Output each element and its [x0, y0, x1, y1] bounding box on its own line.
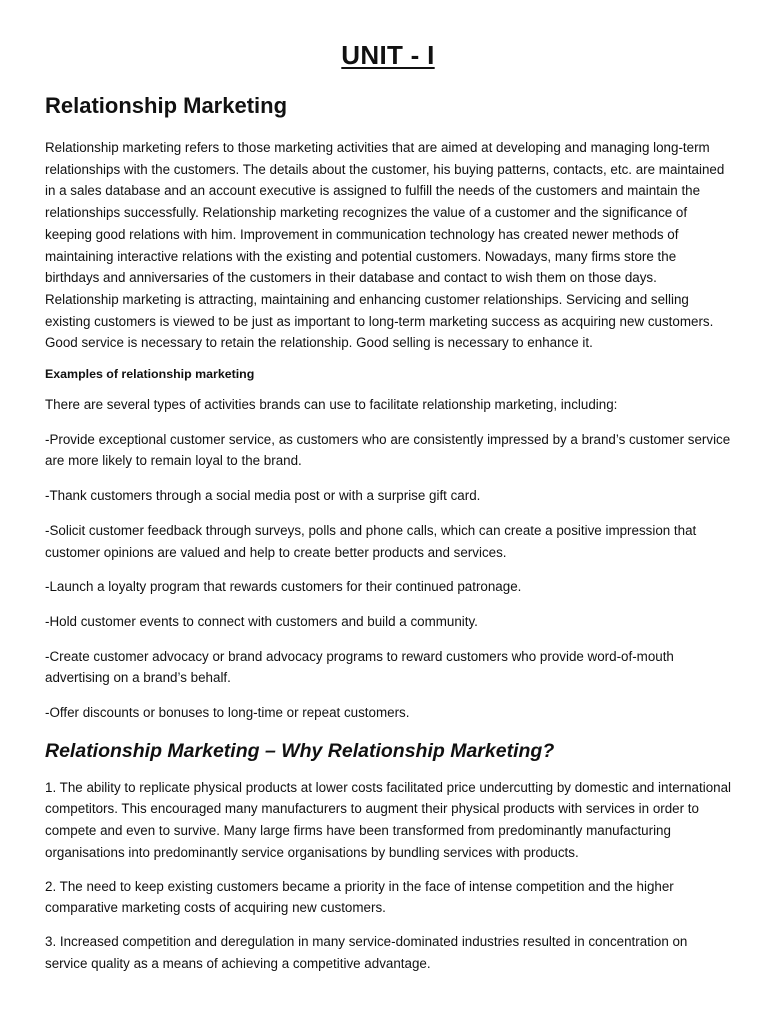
unit-title: UNIT - I [341, 40, 435, 70]
intro-paragraph: Relationship marketing refers to those marketing activities that are aimed at developing and managing long-term relationships with the customers. The details about the customer, his buying patterns, contacts, etc. are maintained in a sales database and an account executive is assigned to fulfill the needs of the customers and maintain the relationships successfully. Relationship marketing recognizes the value of a customer and the significance of keeping good relations with him. Improvement in communication technology has created newer methods of maintaining interactive relations with the existing and potential customers. Nowadays, many firms store the birthdays and anniversaries of the customers in their database and contact to wish them on those days. Relationship marketing is attracting, maintaining and enhancing customer relationships. Servicing and selling existing customers is viewed to be just as important to long-term marketing success as acquiring new customers. Good service is necessary to retain the relationship. Good selling is necessary to enhance it. [45, 140, 725, 351]
example-item: -Solicit customer feedback through surveys, polls and phone calls, which can create a positive impression that customer opinions are valued and help to create better products and services. [45, 522, 697, 560]
reason-item: 3. Increased competition and deregulation in many service-dominated industries resulted in concentration on service quality as a means of achieving a competitive advantage. [45, 933, 688, 971]
example-item: -Thank customers through a social media post or with a surprise gift card. [45, 488, 481, 504]
example-item: -Provide exceptional customer service, as customers who are consistently impressed by a brand’s customer service are more likely to remain loyal to the brand. [45, 431, 731, 469]
document-page [45, 40, 731, 986]
examples-heading: Examples of relationship marketing [45, 367, 255, 382]
reason-item: 2. The need to keep existing customers became a priority in the face of intense competition and the higher comparative marketing costs of acquiring new customers. [45, 878, 674, 916]
example-item: -Offer discounts or bonuses to long-time or repeat customers. [45, 705, 410, 721]
example-item: -Hold customer events to connect with customers and build a community. [45, 613, 478, 629]
example-item: -Launch a loyalty program that rewards customers for their continued patronage. [45, 579, 522, 595]
reason-item: 1. The ability to replicate physical products at lower costs facilitated price undercutting by domestic and international competitors. This encouraged many manufacturers to augment their physical products with services in order to compete and even to survive. Many large firms have been transformed from predominantly manufacturing organisations into predominantly service organisations by bundling services with products. [45, 779, 732, 860]
example-item: -Create customer advocacy or brand advocacy programs to reward customers who provide word-of-mouth advertising on a brand’s behalf. [45, 648, 674, 686]
section-heading: Relationship Marketing [45, 93, 288, 118]
examples-intro: There are several types of activities brands can use to facilitate relationship marketing, including: [45, 397, 618, 413]
why-heading: Relationship Marketing – Why Relationship Marketing? [45, 739, 555, 762]
